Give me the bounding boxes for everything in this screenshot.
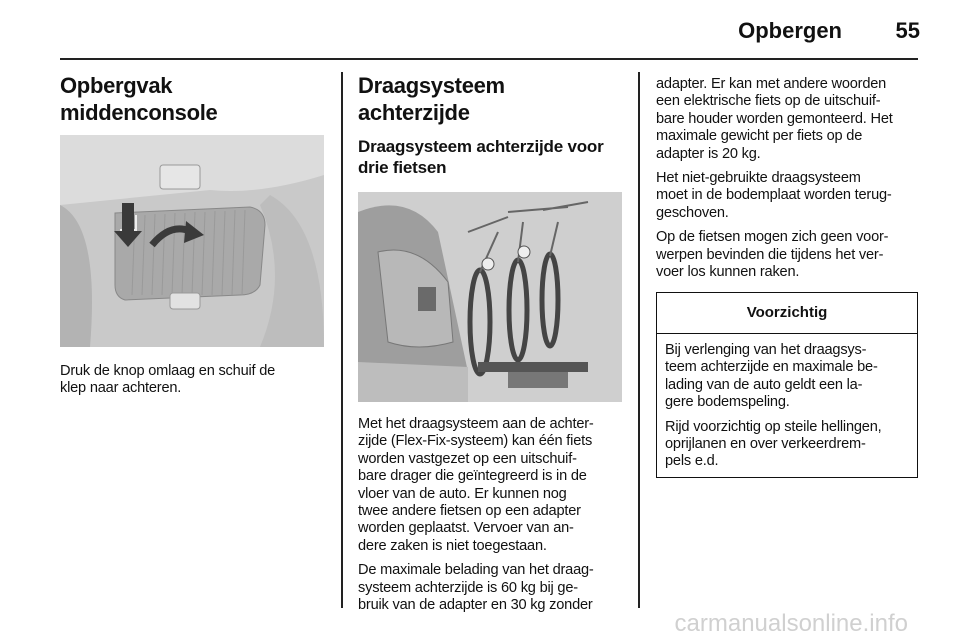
heading-line: middenconsole [60, 100, 218, 125]
text-line: adapter. Er kan met andere woorden [656, 76, 887, 92]
bike-carrier-illustration [358, 192, 622, 402]
column-divider [638, 72, 640, 608]
heading-line: Draagsysteem achterzijde voor [358, 137, 604, 156]
header-rule [60, 58, 918, 60]
text-line: Druk de knop omlaag en schuif de [60, 363, 276, 379]
text-line: Het niet-gebruikte draagsysteem [656, 170, 861, 187]
section-title: Opbergen [738, 18, 842, 43]
text-line: bare drager die geïntegreerd is in de [358, 468, 587, 485]
text-line: Met het draagsysteem aan de achter- [358, 416, 594, 432]
text-line: voer los kunnen raken. [656, 264, 800, 281]
text-line: zijde (Flex-Fix-systeem) kan één fiets [358, 433, 593, 450]
text-line: worden geplaatst. Vervoer van an- [358, 520, 574, 537]
console-caption [60, 363, 324, 398]
heading-line: drie fietsen [358, 158, 447, 177]
column-3 [656, 76, 920, 281]
text-line: geschoven. [656, 204, 729, 221]
text-line: De maximale belading van het draag- [358, 562, 594, 579]
caution-paragraph-2 [665, 419, 909, 471]
text-line: systeem achterzijde is 60 kg bij ge- [358, 579, 578, 596]
text-line: maximale gewicht per fiets op de [656, 128, 863, 145]
text-line: moet in de bodemplaat worden terug- [656, 187, 892, 204]
column-2 [358, 72, 622, 614]
section-heading-carrier: Draagsysteem achterzijde [358, 73, 505, 125]
caution-paragraph-1 [665, 342, 909, 412]
watermark: carmanualsonline.info [674, 610, 908, 637]
carrier-paragraph-4 [656, 170, 920, 222]
caution-title: Voorzichtig [657, 293, 917, 334]
text-line: adapter is 20 kg. [656, 145, 761, 162]
text-line: vloer van de auto. Er kunnen nog [358, 485, 567, 502]
text-line: klep naar achteren. [60, 380, 182, 397]
carrier-paragraph-5 [656, 229, 920, 281]
heading-line: Opbergvak [60, 73, 173, 98]
text-line: gere bodemspeling. [665, 394, 790, 411]
text-line: pels e.d. [665, 453, 719, 470]
subsection-heading [358, 136, 622, 178]
text-line: twee andere fietsen op een adapter [358, 503, 581, 520]
text-line: teem achterzijde en maximale be- [665, 359, 878, 376]
text-line: Rijd voorzichtig op steile hellingen, [665, 418, 882, 435]
text-line: Bij verlenging van het draagsys- [665, 342, 867, 358]
text-line: bruik van de adapter en 30 kg zonder [358, 597, 593, 614]
text-line: een elektrische fiets op de uitschuif- [656, 93, 881, 110]
text-line: werpen bevinden die tijdens het ver- [656, 246, 884, 263]
text-line: Op de fietsen mogen zich geen voor- [656, 229, 889, 246]
column-1 [60, 72, 324, 398]
text-line: bare houder worden gemonteerd. Het [656, 110, 893, 127]
caution-body [657, 334, 917, 471]
console-storage-illustration [60, 135, 324, 347]
section-heading-console [60, 72, 324, 126]
page-number: 55 [895, 18, 920, 43]
carrier-paragraph-1 [358, 416, 622, 555]
column-divider [341, 72, 343, 608]
caution-box [656, 292, 918, 478]
text-line: worden vastgezet op een uitschuif- [358, 450, 577, 467]
carrier-paragraph-2 [358, 562, 622, 614]
text-line: oprijlanen en over verkeerdrem- [665, 436, 866, 453]
text-line: lading van de auto geldt een la- [665, 376, 863, 393]
text-line: dere zaken is niet toegestaan. [358, 537, 547, 554]
carrier-paragraph-3 [656, 76, 920, 163]
